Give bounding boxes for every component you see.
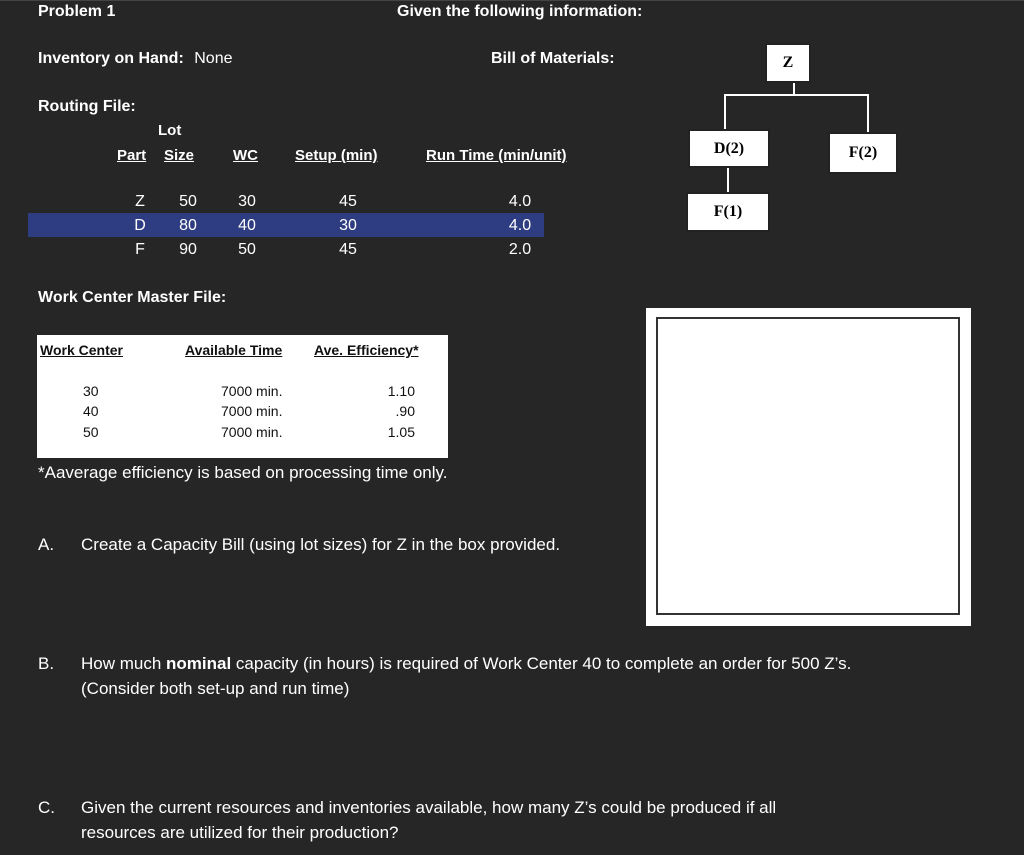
inventory-line [38,50,232,68]
bom-node-f2: F(2) [828,132,898,174]
routing-cell-part: Z [135,193,145,210]
question-b-line1 [81,654,851,674]
routing-header-run: Run Time (min/unit) [426,147,567,164]
wc-cell-center: 30 [83,383,99,399]
routing-row-highlight [28,213,544,237]
wc-cell-center: 50 [83,424,99,440]
question-a-text: Create a Capacity Bill (using lot sizes) for Z in the box provided. [81,535,561,554]
routing-header-part: Part [117,147,147,164]
capacity-bill-answer-box[interactable] [656,317,960,615]
bom-node-d2: D(2) [688,129,770,168]
top-divider [0,0,1024,1]
question-a-letter: A. [38,535,55,554]
question-c-line1: Given the current resources and inventories available, how many Z’s could be produced if all [81,798,777,817]
routing-cell-size: 80 [179,217,197,234]
wc-cell-available: 7000 min. [221,424,283,440]
routing-cell-setup: 45 [339,241,357,258]
question-b-line2: (Consider both set-up and run time) [81,679,350,698]
routing-label: Routing File: [38,98,136,115]
inventory-value: None [194,50,233,67]
routing-cell-setup: 30 [339,217,357,234]
wc-header-work-center: Work Center [40,342,123,358]
routing-header-setup: Setup (min) [295,147,378,164]
efficiency-footnote: *Aaverage efficiency is based on processing time only. [38,463,448,482]
routing-cell-wc: 30 [238,193,256,210]
wc-master-label: Work Center Master File: [38,289,227,306]
wc-master-table [37,335,448,458]
wc-cell-efficiency: 1.05 [387,424,415,440]
wc-cell-available: 7000 min. [221,383,283,399]
wc-cell-available: 7000 min. [221,403,283,419]
bom-label: Bill of Materials: [491,50,615,67]
routing-header-wc: WC [233,147,258,164]
problem-title: Problem 1 [38,3,116,20]
routing-cell-wc: 40 [238,217,256,234]
routing-cell-setup: 45 [339,193,357,210]
bom-node-f1: F(1) [686,192,770,232]
question-b-pre: How much [81,654,167,673]
routing-cell-wc: 50 [238,241,256,258]
bom-connector-horizontal [724,94,869,96]
routing-cell-run: 2.0 [508,241,532,258]
question-b-bold: nominal [166,654,232,673]
wc-header-available-time: Available Time [185,342,283,358]
inventory-label: Inventory on Hand: [38,50,184,67]
routing-header-size: Size [164,147,195,164]
question-b-post: capacity (in hours) is required of Work Center 40 to complete an order for 500 Z’s. [231,654,852,673]
wc-cell-efficiency: 1.10 [387,383,415,399]
routing-cell-size: 50 [179,193,197,210]
question-b-letter: B. [38,654,55,673]
bom-connector-left [724,94,726,130]
question-c-line2: resources are utilized for their production? [81,823,399,842]
bom-connector-grandchild [727,167,729,194]
wc-cell-efficiency: .90 [395,403,415,419]
bom-connector-right [867,94,869,133]
routing-header-lot: Lot [158,122,182,139]
routing-cell-part: D [134,217,146,234]
routing-cell-part: F [135,241,145,258]
routing-cell-run: 4.0 [508,217,532,234]
bom-node-z: Z [765,43,811,83]
routing-cell-size: 90 [179,241,197,258]
wc-cell-center: 40 [83,403,99,419]
routing-cell-run: 4.0 [508,193,532,210]
given-heading: Given the following information: [397,3,643,20]
question-c-letter: C. [38,798,55,817]
wc-header-efficiency: Ave. Efficiency* [314,342,419,358]
